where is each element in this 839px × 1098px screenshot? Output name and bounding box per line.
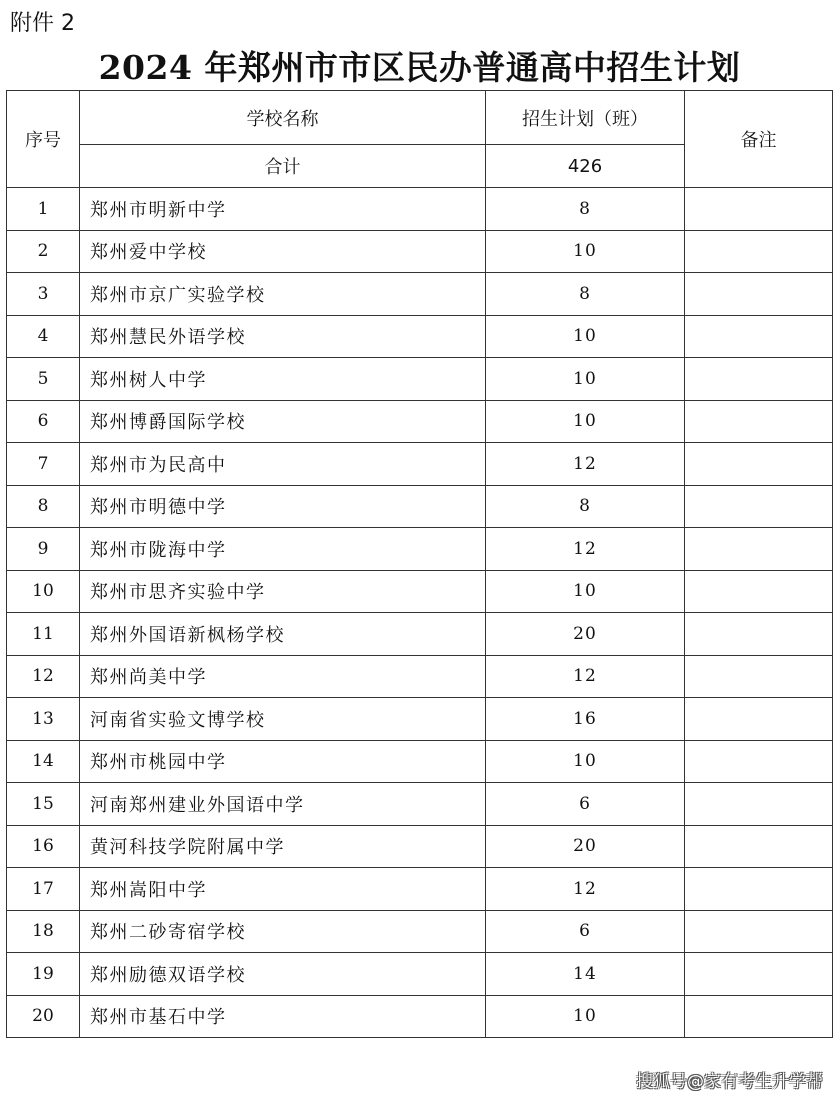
row-school-name: 郑州尚美中学 xyxy=(80,655,486,698)
row-plan: 12 xyxy=(486,868,685,911)
table-row xyxy=(7,910,833,953)
row-plan: 14 xyxy=(486,953,685,996)
row-school-name: 郑州励德双语学校 xyxy=(80,953,486,996)
row-plan: 10 xyxy=(486,995,685,1038)
row-school-name: 河南省实验文博学校 xyxy=(80,698,486,741)
row-remark xyxy=(685,868,833,911)
row-plan: 8 xyxy=(486,273,685,316)
row-index: 15 xyxy=(7,783,80,826)
row-remark xyxy=(685,528,833,571)
row-plan: 12 xyxy=(486,528,685,571)
row-school-name: 郑州博爵国际学校 xyxy=(80,400,486,443)
row-school-name: 郑州市基石中学 xyxy=(80,995,486,1038)
row-school-name: 郑州市桃园中学 xyxy=(80,740,486,783)
row-plan: 6 xyxy=(486,910,685,953)
table-row xyxy=(7,230,833,273)
table-row xyxy=(7,655,833,698)
table-row xyxy=(7,698,833,741)
row-remark xyxy=(685,825,833,868)
row-index: 4 xyxy=(7,315,80,358)
row-remark xyxy=(685,443,833,486)
total-value: 426 xyxy=(486,145,685,188)
table-row xyxy=(7,528,833,571)
row-remark xyxy=(685,358,833,401)
row-plan: 8 xyxy=(486,485,685,528)
header-school: 学校名称 xyxy=(80,91,486,145)
row-index: 8 xyxy=(7,485,80,528)
table-row xyxy=(7,315,833,358)
row-index: 10 xyxy=(7,570,80,613)
table-row xyxy=(7,400,833,443)
table-row xyxy=(7,613,833,656)
row-remark xyxy=(685,655,833,698)
row-remark xyxy=(685,188,833,231)
row-remark xyxy=(685,953,833,996)
row-index: 3 xyxy=(7,273,80,316)
row-remark xyxy=(685,315,833,358)
row-plan: 10 xyxy=(486,400,685,443)
header-remark: 备注 xyxy=(685,91,833,188)
row-school-name: 郑州爱中学校 xyxy=(80,230,486,273)
row-school-name: 郑州二砂寄宿学校 xyxy=(80,910,486,953)
row-plan: 10 xyxy=(486,570,685,613)
table-row xyxy=(7,953,833,996)
header-index: 序号 xyxy=(7,91,80,188)
watermark: 搜狐号@家有考生升学帮 xyxy=(636,1072,823,1092)
row-plan: 10 xyxy=(486,315,685,358)
row-plan: 20 xyxy=(486,825,685,868)
table-row xyxy=(7,570,833,613)
row-index: 7 xyxy=(7,443,80,486)
table-row xyxy=(7,358,833,401)
row-plan: 12 xyxy=(486,655,685,698)
row-remark xyxy=(685,273,833,316)
row-index: 14 xyxy=(7,740,80,783)
row-plan: 10 xyxy=(486,230,685,273)
row-school-name: 郑州市明德中学 xyxy=(80,485,486,528)
row-remark xyxy=(685,995,833,1038)
table-row xyxy=(7,825,833,868)
row-index: 12 xyxy=(7,655,80,698)
row-index: 6 xyxy=(7,400,80,443)
row-school-name: 郑州慧民外语学校 xyxy=(80,315,486,358)
row-school-name: 郑州市明新中学 xyxy=(80,188,486,231)
table-row xyxy=(7,868,833,911)
table-row xyxy=(7,740,833,783)
row-school-name: 郑州外国语新枫杨学校 xyxy=(80,613,486,656)
attachment-label: 附件 2 xyxy=(10,11,75,36)
row-remark xyxy=(685,400,833,443)
row-index: 18 xyxy=(7,910,80,953)
table-row xyxy=(7,485,833,528)
row-remark xyxy=(685,230,833,273)
row-school-name: 郑州嵩阳中学 xyxy=(80,868,486,911)
row-plan: 12 xyxy=(486,443,685,486)
row-remark xyxy=(685,485,833,528)
row-plan: 10 xyxy=(486,740,685,783)
row-plan: 8 xyxy=(486,188,685,231)
row-remark xyxy=(685,570,833,613)
row-plan: 20 xyxy=(486,613,685,656)
table-row xyxy=(7,995,833,1038)
row-index: 16 xyxy=(7,825,80,868)
table-row xyxy=(7,188,833,231)
row-school-name: 郑州市京广实验学校 xyxy=(80,273,486,316)
row-school-name: 郑州树人中学 xyxy=(80,358,486,401)
row-school-name: 郑州市为民高中 xyxy=(80,443,486,486)
row-school-name: 河南郑州建业外国语中学 xyxy=(80,783,486,826)
row-index: 1 xyxy=(7,188,80,231)
row-index: 5 xyxy=(7,358,80,401)
row-index: 19 xyxy=(7,953,80,996)
row-plan: 16 xyxy=(486,698,685,741)
enrollment-plan-table xyxy=(6,90,833,1038)
row-school-name: 郑州市陇海中学 xyxy=(80,528,486,571)
row-index: 2 xyxy=(7,230,80,273)
header-plan: 招生计划（班） xyxy=(486,91,685,145)
row-remark xyxy=(685,740,833,783)
row-remark xyxy=(685,783,833,826)
total-label: 合计 xyxy=(80,145,486,188)
row-school-name: 黄河科技学院附属中学 xyxy=(80,825,486,868)
row-index: 17 xyxy=(7,868,80,911)
header-row xyxy=(7,91,833,145)
row-school-name: 郑州市思齐实验中学 xyxy=(80,570,486,613)
document-title: 2024 年郑州市市区民办普通高中招生计划 xyxy=(98,48,741,87)
table-row xyxy=(7,783,833,826)
row-index: 9 xyxy=(7,528,80,571)
row-remark xyxy=(685,613,833,656)
row-index: 20 xyxy=(7,995,80,1038)
row-remark xyxy=(685,698,833,741)
table-row xyxy=(7,443,833,486)
row-index: 11 xyxy=(7,613,80,656)
row-remark xyxy=(685,910,833,953)
row-plan: 10 xyxy=(486,358,685,401)
table-row xyxy=(7,273,833,316)
row-plan: 6 xyxy=(486,783,685,826)
row-index: 13 xyxy=(7,698,80,741)
